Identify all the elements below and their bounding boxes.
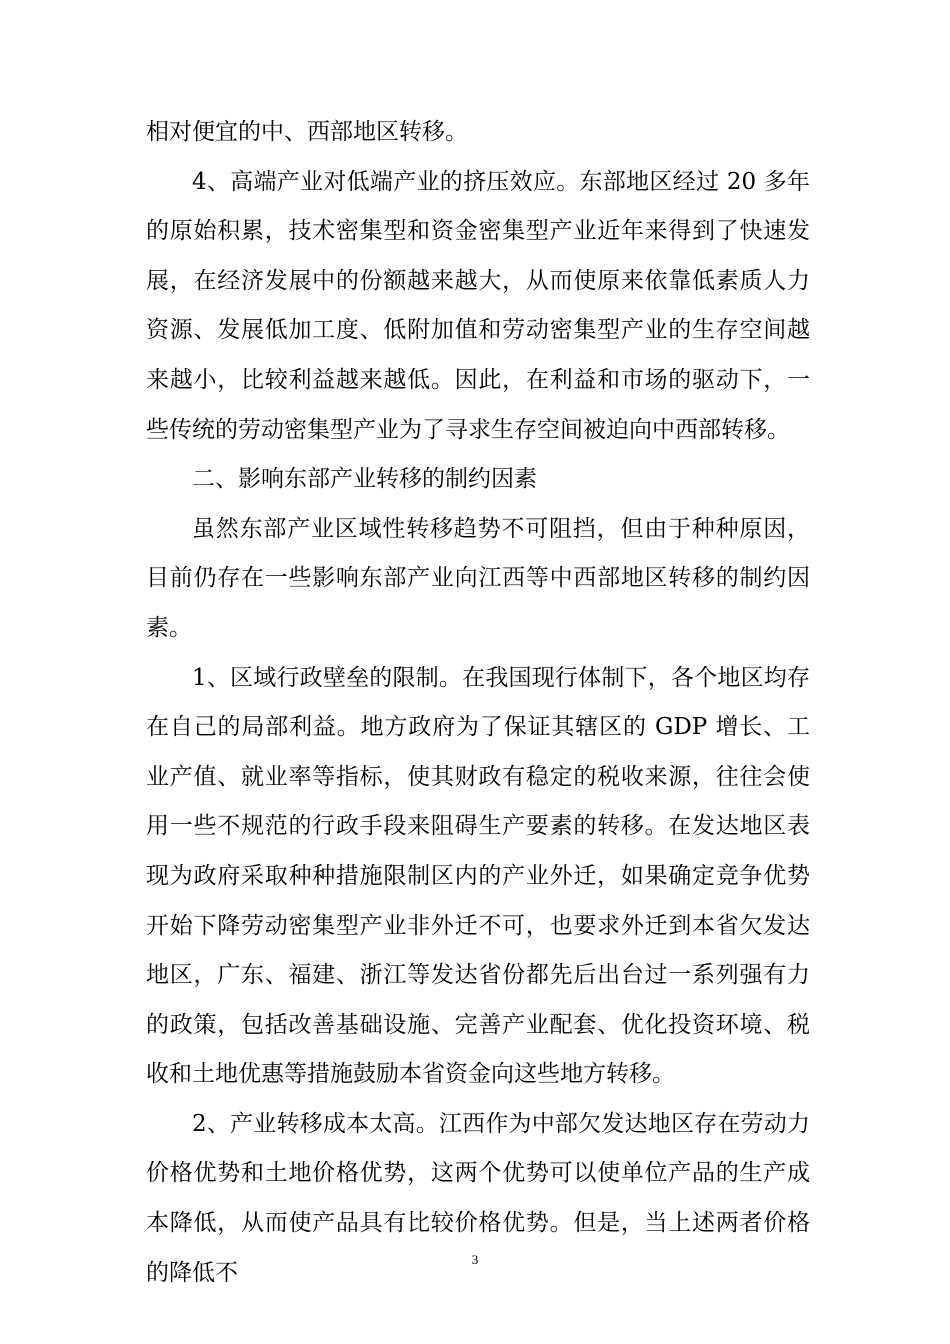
- paragraph-2: 4、高端产业对低端产业的挤压效应。东部地区经过 20 多年的原始积累，技术密集型和资金密集型产业近年来得到了快速发展，在经济发展中的份额越来越大，从而使原来依靠低素质人力资源、发展低加工度、低附加值和劳动密集型产业的生存空间越来越小，比较利益越来越低。因此，在利益和市场的驱动下，一些传统的劳动密集型产业为了寻求生存空间被迫向中西部转移。: [146, 168, 810, 443]
- page-number: 3: [471, 1252, 479, 1267]
- body-text: [146, 108, 810, 1298]
- paragraph-5: 2、产业转移成本太高。江西作为中部欠发达地区存在劳动力价格优势和土地价格优势，这两个优势可以使单位产品的生产成本降低，从而使产品具有比较价格优势。但是，当上述两者价格的降低不: [146, 1110, 810, 1286]
- paragraph-3: 虽然东部产业区域性转移趋势不可阻挡，但由于种种原因，目前仍存在一些影响东部产业向江西等中西部地区转移的制约因素。: [146, 515, 810, 641]
- paragraph-4: 1、区域行政壁垒的限制。在我国现行体制下，各个地区均存在自己的局部利益。地方政府为了保证其辖区的 GDP 增长、工业产值、就业率等指标，使其财政有稳定的税收来源，往往会使用一些不规范的行政手段来阻碍生产要素的转移。在发达地区表现为政府采取种种措施限制区内的产业外迁，如果确定竞争优势开始下降劳动密集型产业非外迁不可，也要求外迁到本省欠发达地区，广东、福建、浙江等发达省份都先后出台过一系列强有力的政策，包括改善基础设施、完善产业配套、优化投资环境、税收和土地优惠等措施鼓励本省资金向这些地方转移。: [146, 664, 810, 1088]
- paragraph-1: 相对便宜的中、西部地区转移。: [146, 119, 468, 145]
- section-heading: 二、影响东部产业转移的制约因素: [192, 466, 537, 493]
